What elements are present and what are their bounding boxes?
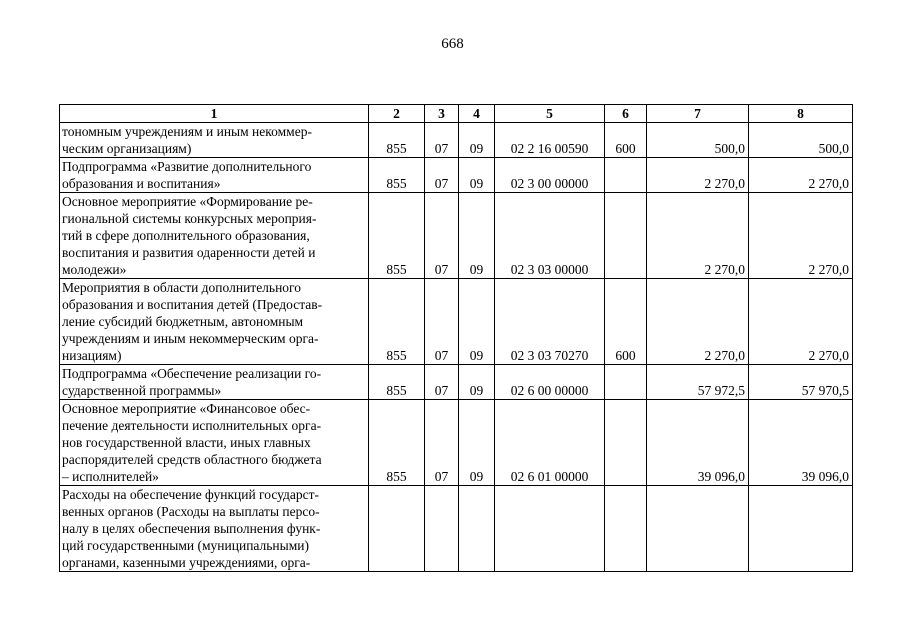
item-name-cell [60, 400, 369, 486]
item-name-line: нов государственной власти, иных главных [62, 435, 311, 450]
ved-code-cell: 855 [369, 279, 425, 365]
subsection-cell: 09 [459, 158, 495, 193]
ved-code-cell: 855 [369, 123, 425, 158]
item-name-cell [60, 279, 369, 365]
ved-code-cell: 855 [369, 193, 425, 279]
table-row [60, 365, 853, 400]
amount-year2-cell [749, 486, 853, 572]
subsection-cell: 09 [459, 193, 495, 279]
header-cell-6: 6 [605, 105, 647, 123]
target-article-cell: 02 3 00 00000 [495, 158, 605, 193]
item-name-line: распорядителей средств областного бюджета [62, 452, 322, 467]
subsection-cell: 09 [459, 123, 495, 158]
item-name-cell [60, 158, 369, 193]
expense-type-cell: 600 [605, 123, 647, 158]
section-cell: 07 [425, 365, 459, 400]
table-row [60, 158, 853, 193]
item-name-line: ление субсидий бюджетным, автономным [62, 314, 304, 329]
table-row [60, 123, 853, 158]
target-article-cell: 02 6 00 00000 [495, 365, 605, 400]
subsection-cell: 09 [459, 279, 495, 365]
target-article-cell: 02 2 16 00590 [495, 123, 605, 158]
item-name-line: Расходы на обеспечение функций государст- [62, 487, 320, 502]
item-name-line: Основное мероприятие «Финансовое обес- [62, 401, 311, 416]
amount-year1-cell: 2 270,0 [647, 193, 749, 279]
amount-year2-cell: 500,0 [749, 123, 853, 158]
header-cell-5: 5 [495, 105, 605, 123]
target-article-cell: 02 3 03 70270 [495, 279, 605, 365]
ved-code-cell [369, 486, 425, 572]
expense-type-cell [605, 365, 647, 400]
item-name-line: образования и воспитания детей (Предостав- [62, 297, 323, 312]
item-name-line: Мероприятия в области дополнительного [62, 280, 301, 295]
target-article-cell: 02 6 01 00000 [495, 400, 605, 486]
amount-year2-cell: 57 970,5 [749, 365, 853, 400]
amount-year2-cell: 39 096,0 [749, 400, 853, 486]
expense-type-cell [605, 486, 647, 572]
section-cell: 07 [425, 158, 459, 193]
subsection-cell: 09 [459, 365, 495, 400]
ved-code-cell: 855 [369, 365, 425, 400]
amount-year1-cell: 39 096,0 [647, 400, 749, 486]
section-cell [425, 486, 459, 572]
ved-code-cell: 855 [369, 400, 425, 486]
expense-type-cell [605, 400, 647, 486]
item-name-cell [60, 193, 369, 279]
item-name-cell [60, 123, 369, 158]
table-row [60, 400, 853, 486]
subsection-cell [459, 486, 495, 572]
item-name-line: тий в сфере дополнительного образования, [62, 228, 310, 243]
amount-year1-cell: 500,0 [647, 123, 749, 158]
header-cell-3: 3 [425, 105, 459, 123]
section-cell: 07 [425, 123, 459, 158]
item-name-line: гиональной системы конкурсных мероприя- [62, 211, 317, 226]
amount-year2-cell: 2 270,0 [749, 193, 853, 279]
item-name-line: сударственной программы» [62, 383, 222, 398]
page-number: 668 [441, 36, 464, 52]
table-row [60, 486, 853, 572]
header-row [60, 105, 853, 123]
ved-code-cell: 855 [369, 158, 425, 193]
item-name-line: низациям) [62, 348, 122, 363]
item-name-cell [60, 486, 369, 572]
table-row [60, 193, 853, 279]
item-name-line: органами, казенными учреждениями, орга- [62, 555, 311, 570]
section-cell: 07 [425, 193, 459, 279]
item-name-line: ческим организациям) [62, 141, 192, 156]
item-name-line: Подпрограмма «Развитие дополнительного [62, 159, 312, 174]
amount-year2-cell: 2 270,0 [749, 279, 853, 365]
item-name-line: Подпрограмма «Обеспечение реализации го- [62, 366, 322, 381]
amount-year1-cell [647, 486, 749, 572]
item-name-line: учреждениям и иным некоммерческим орга- [62, 331, 319, 346]
item-name-line: образования и воспитания» [62, 176, 221, 191]
budget-table [59, 104, 853, 572]
table-body [60, 105, 853, 572]
amount-year1-cell: 2 270,0 [647, 158, 749, 193]
header-cell-2: 2 [369, 105, 425, 123]
amount-year1-cell: 2 270,0 [647, 279, 749, 365]
item-name-line: молодежи» [62, 262, 127, 277]
amount-year1-cell: 57 972,5 [647, 365, 749, 400]
header-cell-4: 4 [459, 105, 495, 123]
item-name-line: – исполнителей» [62, 469, 159, 484]
header-cell-1: 1 [60, 105, 369, 123]
item-name-line: ций государственными (муниципальными) [62, 538, 309, 553]
header-cell-7: 7 [647, 105, 749, 123]
item-name-line: воспитания и развития одаренности детей и [62, 245, 316, 260]
item-name-cell [60, 365, 369, 400]
item-name-line: тономным учреждениям и иным некоммер- [62, 124, 312, 139]
subsection-cell: 09 [459, 400, 495, 486]
expense-type-cell [605, 193, 647, 279]
item-name-line: печение деятельности исполнительных орга- [62, 418, 322, 433]
target-article-cell: 02 3 03 00000 [495, 193, 605, 279]
header-cell-8: 8 [749, 105, 853, 123]
expense-type-cell [605, 158, 647, 193]
amount-year2-cell: 2 270,0 [749, 158, 853, 193]
item-name-line: налу в целях обеспечения выполнения функ- [62, 521, 321, 536]
target-article-cell [495, 486, 605, 572]
section-cell: 07 [425, 400, 459, 486]
item-name-line: Основное мероприятие «Формирование ре- [62, 194, 313, 209]
item-name-line: венных органов (Расходы на выплаты персо- [62, 504, 320, 519]
section-cell: 07 [425, 279, 459, 365]
expense-type-cell: 600 [605, 279, 647, 365]
table-row [60, 279, 853, 365]
